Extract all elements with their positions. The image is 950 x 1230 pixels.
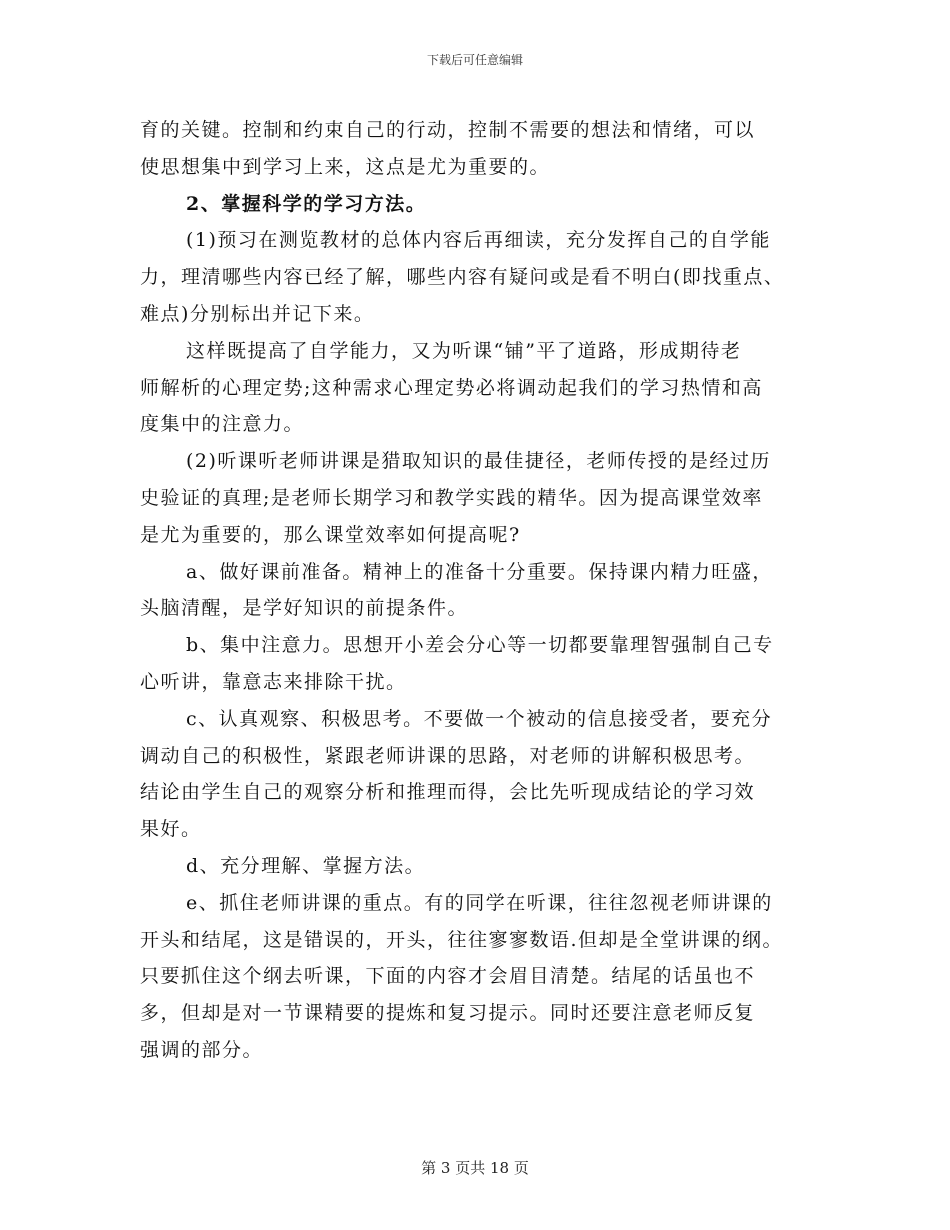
text-line: c、认真观察、积极思考。不要做一个被动的信息接受者，要充分	[186, 707, 773, 730]
text-line: 师解析的心理定势;这种需求心理定势必将调动起我们的学习热情和高	[140, 376, 763, 399]
text-line: 史验证的真理;是老师长期学习和教学实践的精华。因为提高课堂效率	[140, 486, 763, 509]
text-line: e、抓住老师讲课的重点。有的同学在听课，往往忽视老师讲课的	[186, 891, 773, 914]
text-line: 强调的部分。	[140, 1038, 264, 1061]
section-heading: 2、掌握科学的学习方法。	[186, 192, 427, 215]
text-line: 只要抓住这个纲去听课，下面的内容才会眉目清楚。结尾的话虽也不	[140, 965, 756, 988]
page-header: 下载后可任意编辑	[426, 53, 523, 67]
text-line: 心听讲，靠意志来排除干扰。	[140, 670, 407, 693]
text-line: 难点)分别标出并记下来。	[140, 302, 375, 325]
page-footer: 第 3 页共 18 页	[421, 1159, 529, 1177]
text-line: a、做好课前准备。精神上的准备十分重要。保持课内精力旺盛，	[186, 560, 773, 583]
text-line: 育的关键。控制和约束自己的行动，控制不需要的想法和情绪，可以	[140, 119, 756, 141]
text-line: 力，理清哪些内容已经了解，哪些内容有疑问或是看不明白(即找重点、	[140, 266, 785, 289]
text-line: 结论由学生自己的观察分析和推理而得，会比先听现成结论的学习效	[140, 781, 756, 804]
text-line: b、集中注意力。思想开小差会分心等一切都要靠理智强制自己专	[186, 634, 774, 657]
text-line: (2)听课听老师讲课是猎取知识的最佳捷径，老师传授的是经过历	[186, 450, 771, 473]
text-line: 使思想集中到学习上来，这点是尤为重要的。	[140, 155, 551, 178]
text-line: 头脑清醒，是学好知识的前提条件。	[140, 597, 469, 620]
text-line: 果好。	[140, 818, 202, 841]
text-line: 度集中的注意力。	[140, 413, 305, 436]
text-line: 是尤为重要的，那么课堂效率如何提高呢?	[140, 523, 521, 546]
text-line: 多，但却是对一节课精要的提炼和复习提示。同时还要注意老师反复	[140, 1002, 756, 1025]
text-line: 调动自己的积极性，紧跟老师讲课的思路，对老师的讲解积极思考。	[140, 744, 756, 767]
text-line: 开头和结尾，这是错误的，开头，往往寥寥数语.但却是全堂讲课的纲。	[140, 928, 784, 951]
text-line: d、充分理解、掌握方法。	[186, 854, 426, 877]
text-line: (1)预习在测览教材的总体内容后再细读，充分发挥自己的自学能	[186, 229, 771, 252]
text-line: 这样既提高了自学能力，又为听课“铺”平了道路，形成期待老	[186, 339, 742, 362]
document-body	[140, 112, 830, 1069]
